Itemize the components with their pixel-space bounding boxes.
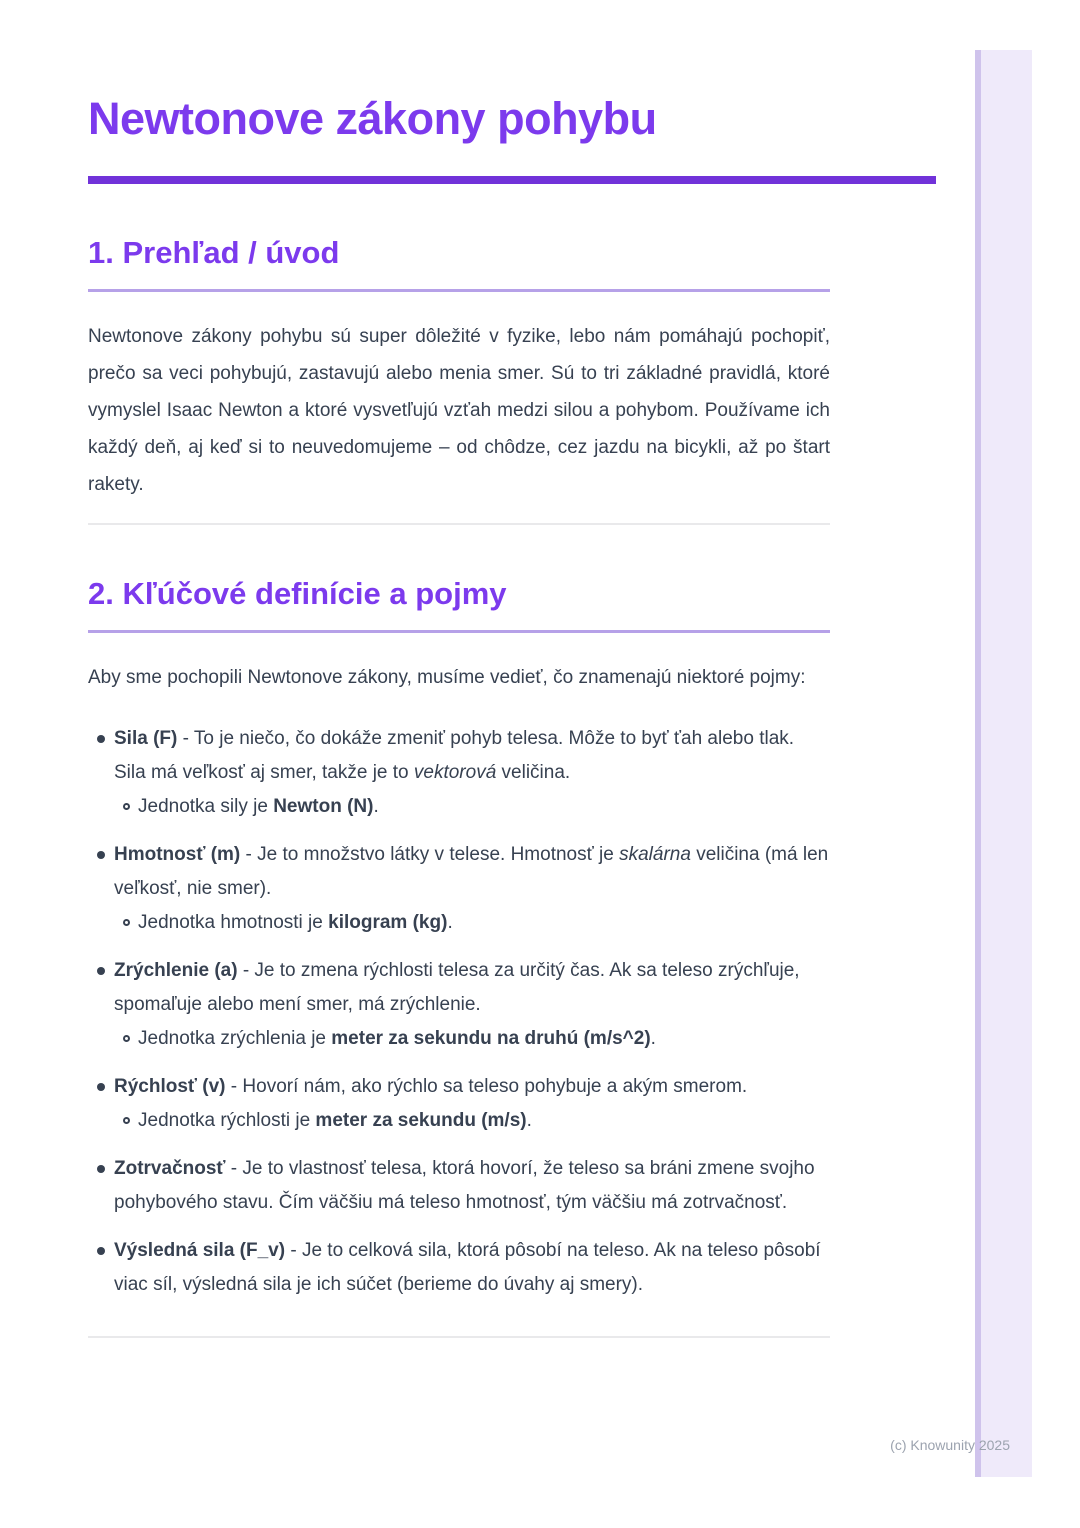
sub-bullet-icon xyxy=(123,919,130,926)
section-1-paragraph: Newtonove zákony pohybu sú super dôležité v fyzike, lebo nám pomáhajú pochopiť, prečo sa veci pohybujú, zastavujú alebo menia smer. Sú to tri základné pravidlá, ktoré vymyslel Isaac Newton a ktoré vysvetľujú vzťah medzi silou a pohybom. Používame ich každý deň, aj keď si to neuvedomujeme – od chôdze, cez jazdu na bicykli, až po štart rakety. xyxy=(88,326,830,495)
sub-bullet-icon xyxy=(123,1035,130,1042)
term-label: Zotrvačnosť xyxy=(114,1158,226,1179)
term-text: - Je to množstvo látky v telese. Hmotnosť je xyxy=(240,844,620,865)
section-2-underline xyxy=(88,630,830,633)
sub-list xyxy=(114,1022,830,1056)
section-divider xyxy=(88,523,830,525)
term-label: Výsledná sila (F_v) xyxy=(114,1240,286,1261)
unit-text: . xyxy=(373,796,379,817)
list-item-zotrvacnost xyxy=(88,1152,830,1220)
section-1-underline xyxy=(88,289,830,292)
term-label: Zrýchlenie (a) xyxy=(114,960,238,981)
unit-text: . xyxy=(650,1028,656,1049)
definitions-list xyxy=(88,722,830,1302)
list-item-rychlost xyxy=(88,1070,830,1138)
unit-value: meter za sekundu (m/s) xyxy=(315,1110,527,1131)
list-item-sila xyxy=(88,722,830,824)
list-item-zrychlenie xyxy=(88,954,830,1056)
sub-bullet-icon xyxy=(123,803,130,810)
unit-text: Jednotka zrýchlenia je xyxy=(138,1028,332,1049)
term-text: veličina. xyxy=(496,762,571,783)
term-text: - Hovorí nám, ako rýchlo sa teleso pohybuje a akým smerom. xyxy=(225,1076,748,1097)
unit-value: meter za sekundu na druhú (m/s^2) xyxy=(331,1028,651,1049)
sub-list xyxy=(114,906,830,940)
section-2-heading: 2. Kľúčové definície a pojmy xyxy=(88,576,507,611)
sub-item-unit xyxy=(114,790,830,824)
sub-bullet-icon xyxy=(123,1117,130,1124)
term-text: veličina (má len veľkosť, nie smer). xyxy=(114,844,829,899)
term-label: Hmotnosť (m) xyxy=(114,844,241,865)
right-accent-bar xyxy=(975,50,1032,1477)
bullet-icon xyxy=(97,851,105,859)
document-content xyxy=(88,0,830,1338)
unit-text: Jednotka hmotnosti je xyxy=(138,912,329,933)
unit-text: . xyxy=(447,912,453,933)
bullet-icon xyxy=(97,735,105,743)
list-item-hmotnost xyxy=(88,838,830,940)
bullet-icon xyxy=(97,967,105,975)
term-text: - Je to vlastnosť telesa, ktorá hovorí, že teleso sa bráni zmene svojho pohybového stavu. Čím väčšiu má teleso hmotnosť, tým väčšiu má zotrvačnosť. xyxy=(114,1158,815,1213)
term-text-italic: vektorová xyxy=(413,762,497,783)
term-label: Rýchlosť (v) xyxy=(114,1076,226,1097)
bottom-divider xyxy=(88,1336,830,1338)
document-title: Newtonove zákony pohybu xyxy=(88,93,657,144)
term-text: - To je niečo, čo dokáže zmeniť pohyb telesa. Môže to byť ťah alebo tlak. Sila má veľkosť aj smer, takže je to xyxy=(114,728,795,783)
term-text: - Je to celková sila, ktorá pôsobí na teleso. Ak na teleso pôsobí viac síl, výsledná sila je ich súčet (berieme do úvahy aj smery). xyxy=(114,1240,821,1295)
sub-item-unit xyxy=(114,1104,830,1138)
unit-text: Jednotka sily je xyxy=(138,796,274,817)
list-item-vysledna-sila xyxy=(88,1234,830,1302)
section-2-intro: Aby sme pochopili Newtonove zákony, musíme vedieť, čo znamenajú niektoré pojmy: xyxy=(88,667,806,688)
footer-copyright: (c) Knowunity 2025 xyxy=(890,1437,1010,1453)
sub-item-unit xyxy=(114,906,830,940)
term-text-italic: skalárna xyxy=(619,844,691,865)
sub-list xyxy=(114,790,830,824)
unit-value: Newton (N) xyxy=(273,796,374,817)
title-rule xyxy=(88,176,936,184)
unit-text: . xyxy=(526,1110,532,1131)
bullet-icon xyxy=(97,1083,105,1091)
sub-item-unit xyxy=(114,1022,830,1056)
unit-text: Jednotka rýchlosti je xyxy=(138,1110,316,1131)
term-label: Sila (F) xyxy=(114,728,178,749)
bullet-icon xyxy=(97,1247,105,1255)
term-text: - Je to zmena rýchlosti telesa za určitý čas. Ak sa teleso zrýchľuje, spomaľuje alebo mení smer, má zrýchlenie. xyxy=(114,960,800,1015)
sub-list xyxy=(114,1104,830,1138)
bullet-icon xyxy=(97,1165,105,1173)
unit-value: kilogram (kg) xyxy=(328,912,448,933)
section-1-heading: 1. Prehľad / úvod xyxy=(88,235,340,270)
